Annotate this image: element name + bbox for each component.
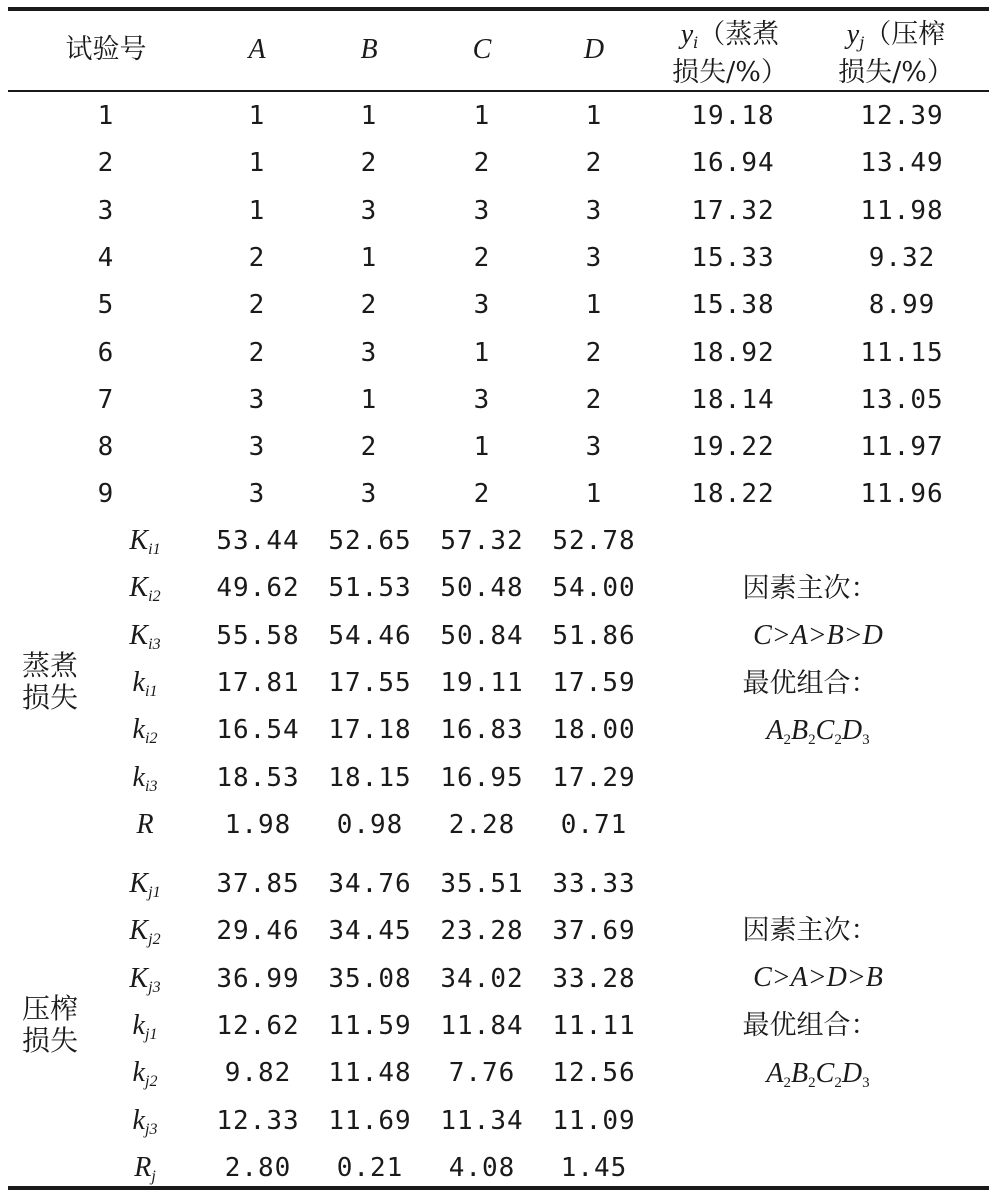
pressing-note-best-label: 最优组合： bbox=[742, 1010, 878, 1041]
stat-cell: 12.62 bbox=[216, 1010, 300, 1041]
stat-label bbox=[133, 1105, 158, 1146]
trial-cell: 7 bbox=[97, 384, 115, 415]
stat-cell: 23.28 bbox=[440, 916, 524, 947]
header-factor-c: C bbox=[472, 34, 492, 65]
trial-cell: 13.49 bbox=[860, 148, 944, 179]
best-factor: B bbox=[791, 1058, 809, 1089]
pressing-best-combination bbox=[766, 1058, 869, 1099]
trial-cell: 1 bbox=[248, 195, 266, 226]
trial-cell: 2 bbox=[360, 290, 378, 321]
trial-cell: 1 bbox=[360, 101, 378, 131]
trial-cell: 3 bbox=[97, 195, 115, 226]
stat-label bbox=[133, 1057, 158, 1098]
trial-cell: 3 bbox=[360, 337, 378, 368]
trial-cell: 1 bbox=[585, 479, 603, 510]
group-label-pressing: 压榨 损失 bbox=[21, 992, 79, 1057]
best-factor: C bbox=[815, 715, 835, 746]
trial-cell: 2 bbox=[473, 148, 491, 179]
stat-cell: 19.11 bbox=[440, 667, 524, 698]
trial-cell: 2 bbox=[473, 242, 491, 273]
trial-cell: 18.14 bbox=[691, 384, 775, 415]
stat-cell: 52.78 bbox=[552, 526, 636, 556]
stat-cell: 0.98 bbox=[336, 809, 404, 840]
stat-label bbox=[129, 525, 160, 566]
trial-cell: 1 bbox=[360, 384, 378, 415]
stat-label bbox=[129, 963, 160, 1004]
trial-cell: 1 bbox=[473, 432, 491, 463]
trial-cell: 1 bbox=[585, 290, 603, 321]
stat-sub: i2 bbox=[144, 730, 158, 748]
best-factor: A bbox=[766, 715, 784, 746]
stat-cell: 50.84 bbox=[440, 620, 524, 651]
trial-cell: 2 bbox=[585, 384, 603, 415]
best-level: 2 bbox=[834, 732, 842, 748]
stat-var: k bbox=[132, 761, 145, 793]
stat-cell: 51.53 bbox=[328, 573, 412, 604]
trial-cell: 3 bbox=[360, 479, 378, 510]
trial-cell: 3 bbox=[248, 479, 266, 510]
best-level: 2 bbox=[808, 1075, 816, 1091]
stat-cell: 12.56 bbox=[552, 1058, 636, 1089]
stat-cell: 17.59 bbox=[552, 667, 636, 698]
stat-label bbox=[136, 809, 153, 841]
trial-cell: 19.22 bbox=[691, 432, 775, 463]
stat-cell: 57.32 bbox=[440, 526, 524, 556]
stat-sub: i1 bbox=[148, 541, 161, 558]
stat-cell: 18.00 bbox=[552, 715, 636, 746]
stat-cell: 16.95 bbox=[440, 762, 524, 793]
pressing-note-title: 因素主次： bbox=[742, 915, 878, 946]
trial-cell: 17.32 bbox=[691, 195, 775, 226]
trial-cell: 12.39 bbox=[860, 101, 944, 131]
stat-cell: 11.59 bbox=[328, 1010, 412, 1041]
stat-cell: 17.29 bbox=[552, 762, 636, 793]
stat-cell: 51.86 bbox=[552, 620, 636, 651]
trial-cell: 13.05 bbox=[860, 384, 944, 415]
stat-cell: 2.28 bbox=[448, 809, 516, 840]
stat-var: K bbox=[129, 525, 149, 556]
trial-cell: 18.92 bbox=[691, 337, 775, 368]
stat-label bbox=[129, 915, 160, 956]
trial-cell: 8 bbox=[97, 432, 115, 463]
stat-sub: i2 bbox=[148, 588, 161, 606]
best-level: 2 bbox=[783, 1075, 792, 1091]
stat-sub: j3 bbox=[144, 1120, 158, 1138]
stat-var: K bbox=[129, 868, 149, 899]
stat-label bbox=[133, 667, 158, 708]
stat-label bbox=[129, 572, 160, 613]
stat-cell: 11.48 bbox=[328, 1058, 412, 1089]
stat-cell: 16.83 bbox=[440, 715, 524, 746]
stat-sub: j2 bbox=[148, 931, 161, 949]
stat-var: k bbox=[132, 1057, 145, 1089]
trial-cell: 11.96 bbox=[860, 479, 944, 510]
stat-var: k bbox=[132, 714, 145, 746]
trial-cell: 6 bbox=[97, 337, 115, 368]
trial-cell: 3 bbox=[585, 432, 603, 463]
trial-cell: 3 bbox=[585, 242, 603, 273]
trial-cell: 3 bbox=[248, 432, 266, 463]
trial-cell: 1 bbox=[473, 337, 491, 368]
stat-cell: 35.51 bbox=[440, 869, 524, 899]
trial-cell: 11.97 bbox=[860, 432, 944, 463]
trial-cell: 16.94 bbox=[691, 148, 775, 179]
trial-cell: 1 bbox=[248, 101, 266, 131]
top-rule bbox=[8, 7, 989, 11]
trial-cell: 1 bbox=[360, 242, 378, 273]
trial-cell: 1 bbox=[97, 101, 115, 131]
stat-var: K bbox=[129, 962, 149, 994]
trial-cell: 15.33 bbox=[691, 242, 775, 273]
stat-cell: 29.46 bbox=[216, 916, 300, 947]
stat-cell: 34.45 bbox=[328, 916, 412, 947]
stat-sub: i3 bbox=[144, 777, 158, 795]
trial-cell: 9.32 bbox=[868, 242, 936, 273]
stat-sub: i1 bbox=[144, 682, 158, 700]
trial-cell: 4 bbox=[97, 242, 115, 273]
stat-var: K bbox=[129, 619, 149, 651]
trial-cell: 8.99 bbox=[868, 290, 936, 321]
cooking-note-title: 因素主次： bbox=[742, 573, 878, 604]
stat-label bbox=[133, 1010, 158, 1051]
stat-cell: 11.11 bbox=[552, 1010, 636, 1041]
stat-cell: 1.45 bbox=[560, 1152, 628, 1183]
trial-cell: 2 bbox=[97, 148, 115, 179]
header-trial: 试验号 bbox=[65, 34, 147, 65]
stat-cell: 33.28 bbox=[552, 963, 636, 994]
stat-cell: 36.99 bbox=[216, 963, 300, 994]
trial-cell: 2 bbox=[473, 479, 491, 510]
stat-cell: 54.00 bbox=[552, 573, 636, 604]
stat-cell: 1.98 bbox=[224, 809, 292, 840]
stat-cell: 34.02 bbox=[440, 963, 524, 994]
stat-cell: 34.76 bbox=[328, 869, 412, 899]
stat-label bbox=[134, 1152, 156, 1193]
best-level: 2 bbox=[834, 1075, 842, 1091]
stat-cell: 17.18 bbox=[328, 715, 412, 746]
trial-cell: 1 bbox=[473, 101, 491, 131]
stat-sub: i3 bbox=[148, 635, 161, 653]
stat-var: k bbox=[132, 666, 145, 698]
stat-cell: 55.58 bbox=[216, 620, 300, 651]
best-level: 3 bbox=[862, 732, 870, 748]
stat-var: K bbox=[129, 915, 149, 947]
trial-cell: 2 bbox=[360, 148, 378, 179]
stat-var: R bbox=[134, 1151, 152, 1183]
trial-cell: 2 bbox=[360, 432, 378, 463]
stat-var: R bbox=[136, 808, 154, 840]
trial-cell: 19.18 bbox=[691, 101, 775, 131]
header-factor-a: A bbox=[248, 34, 266, 65]
trial-cell: 3 bbox=[473, 290, 491, 321]
trial-cell: 5 bbox=[97, 290, 115, 321]
stat-cell: 11.34 bbox=[440, 1105, 524, 1136]
best-factor: B bbox=[791, 715, 809, 746]
header-factor-d: D bbox=[583, 34, 605, 65]
stat-cell: 2.80 bbox=[224, 1152, 292, 1183]
stat-sub: j3 bbox=[148, 978, 161, 996]
stat-label bbox=[133, 714, 158, 755]
best-factor: C bbox=[815, 1058, 835, 1089]
stat-sub: j2 bbox=[144, 1073, 158, 1091]
trial-cell: 2 bbox=[585, 148, 603, 179]
best-factor: D bbox=[841, 715, 863, 746]
trial-cell: 11.15 bbox=[860, 337, 944, 368]
stat-cell: 18.53 bbox=[216, 762, 300, 793]
trial-cell: 18.22 bbox=[691, 479, 775, 510]
stat-cell: 49.62 bbox=[216, 573, 300, 604]
cooking-best-combination bbox=[766, 715, 869, 756]
cooking-note-best-label: 最优组合： bbox=[742, 668, 878, 699]
stat-cell: 18.15 bbox=[328, 762, 412, 793]
best-factor: D bbox=[841, 1058, 863, 1089]
trial-cell: 3 bbox=[360, 195, 378, 226]
stat-sub: j bbox=[151, 1167, 156, 1185]
stat-cell: 54.46 bbox=[328, 620, 412, 651]
stat-cell: 4.08 bbox=[448, 1152, 516, 1183]
header-rule bbox=[8, 90, 989, 92]
best-level: 2 bbox=[808, 732, 816, 748]
stat-cell: 0.71 bbox=[560, 809, 628, 840]
stat-cell: 52.65 bbox=[328, 526, 412, 556]
trial-cell: 1 bbox=[585, 101, 603, 131]
trial-cell: 15.38 bbox=[691, 290, 775, 321]
stat-cell: 53.44 bbox=[216, 526, 300, 556]
stat-cell: 0.21 bbox=[336, 1152, 404, 1183]
stat-sub: j1 bbox=[148, 884, 161, 901]
stat-var: K bbox=[129, 572, 149, 604]
stat-cell: 11.84 bbox=[440, 1010, 524, 1041]
stat-label bbox=[133, 762, 158, 803]
trial-cell: 11.98 bbox=[860, 195, 944, 226]
best-factor: A bbox=[766, 1058, 784, 1089]
trial-cell: 3 bbox=[248, 384, 266, 415]
trial-cell: 3 bbox=[473, 195, 491, 226]
header-yi: $y_i$（蒸煮 损失/%） bbox=[672, 19, 788, 88]
stat-cell: 9.82 bbox=[224, 1058, 292, 1089]
stat-cell: 12.33 bbox=[216, 1105, 300, 1136]
stat-cell: 37.85 bbox=[216, 869, 300, 899]
trial-cell: 3 bbox=[585, 195, 603, 226]
stat-cell: 7.76 bbox=[448, 1058, 516, 1089]
stat-cell: 50.48 bbox=[440, 573, 524, 604]
stat-cell: 17.81 bbox=[216, 667, 300, 698]
trial-cell: 2 bbox=[248, 242, 266, 273]
stat-label bbox=[129, 868, 160, 909]
trial-cell: 9 bbox=[97, 479, 115, 510]
stat-cell: 33.33 bbox=[552, 869, 636, 899]
pressing-note-order: C>A>D>B bbox=[753, 962, 883, 993]
trial-cell: 1 bbox=[248, 148, 266, 179]
stat-cell: 17.55 bbox=[328, 667, 412, 698]
trial-cell: 2 bbox=[248, 337, 266, 368]
cooking-note-order: C>A>B>D bbox=[753, 620, 883, 651]
stat-sub: j1 bbox=[144, 1025, 158, 1043]
best-level: 2 bbox=[783, 732, 792, 748]
stat-cell: 35.08 bbox=[328, 963, 412, 994]
trial-cell: 2 bbox=[585, 337, 603, 368]
stat-cell: 11.69 bbox=[328, 1105, 412, 1136]
stat-cell: 37.69 bbox=[552, 916, 636, 947]
trial-cell: 3 bbox=[473, 384, 491, 415]
header-factor-b: B bbox=[360, 34, 378, 65]
trial-cell: 2 bbox=[248, 290, 266, 321]
group-label-cooking: 蒸煮 损失 bbox=[21, 649, 79, 714]
header-yj: $y_j$（压榨 损失/%） bbox=[838, 19, 954, 88]
stat-var: k bbox=[132, 1009, 145, 1041]
stat-var: k bbox=[132, 1104, 145, 1136]
stat-cell: 16.54 bbox=[216, 715, 300, 746]
stat-label bbox=[129, 620, 160, 661]
best-level: 3 bbox=[862, 1075, 870, 1091]
stat-cell: 11.09 bbox=[552, 1105, 636, 1136]
